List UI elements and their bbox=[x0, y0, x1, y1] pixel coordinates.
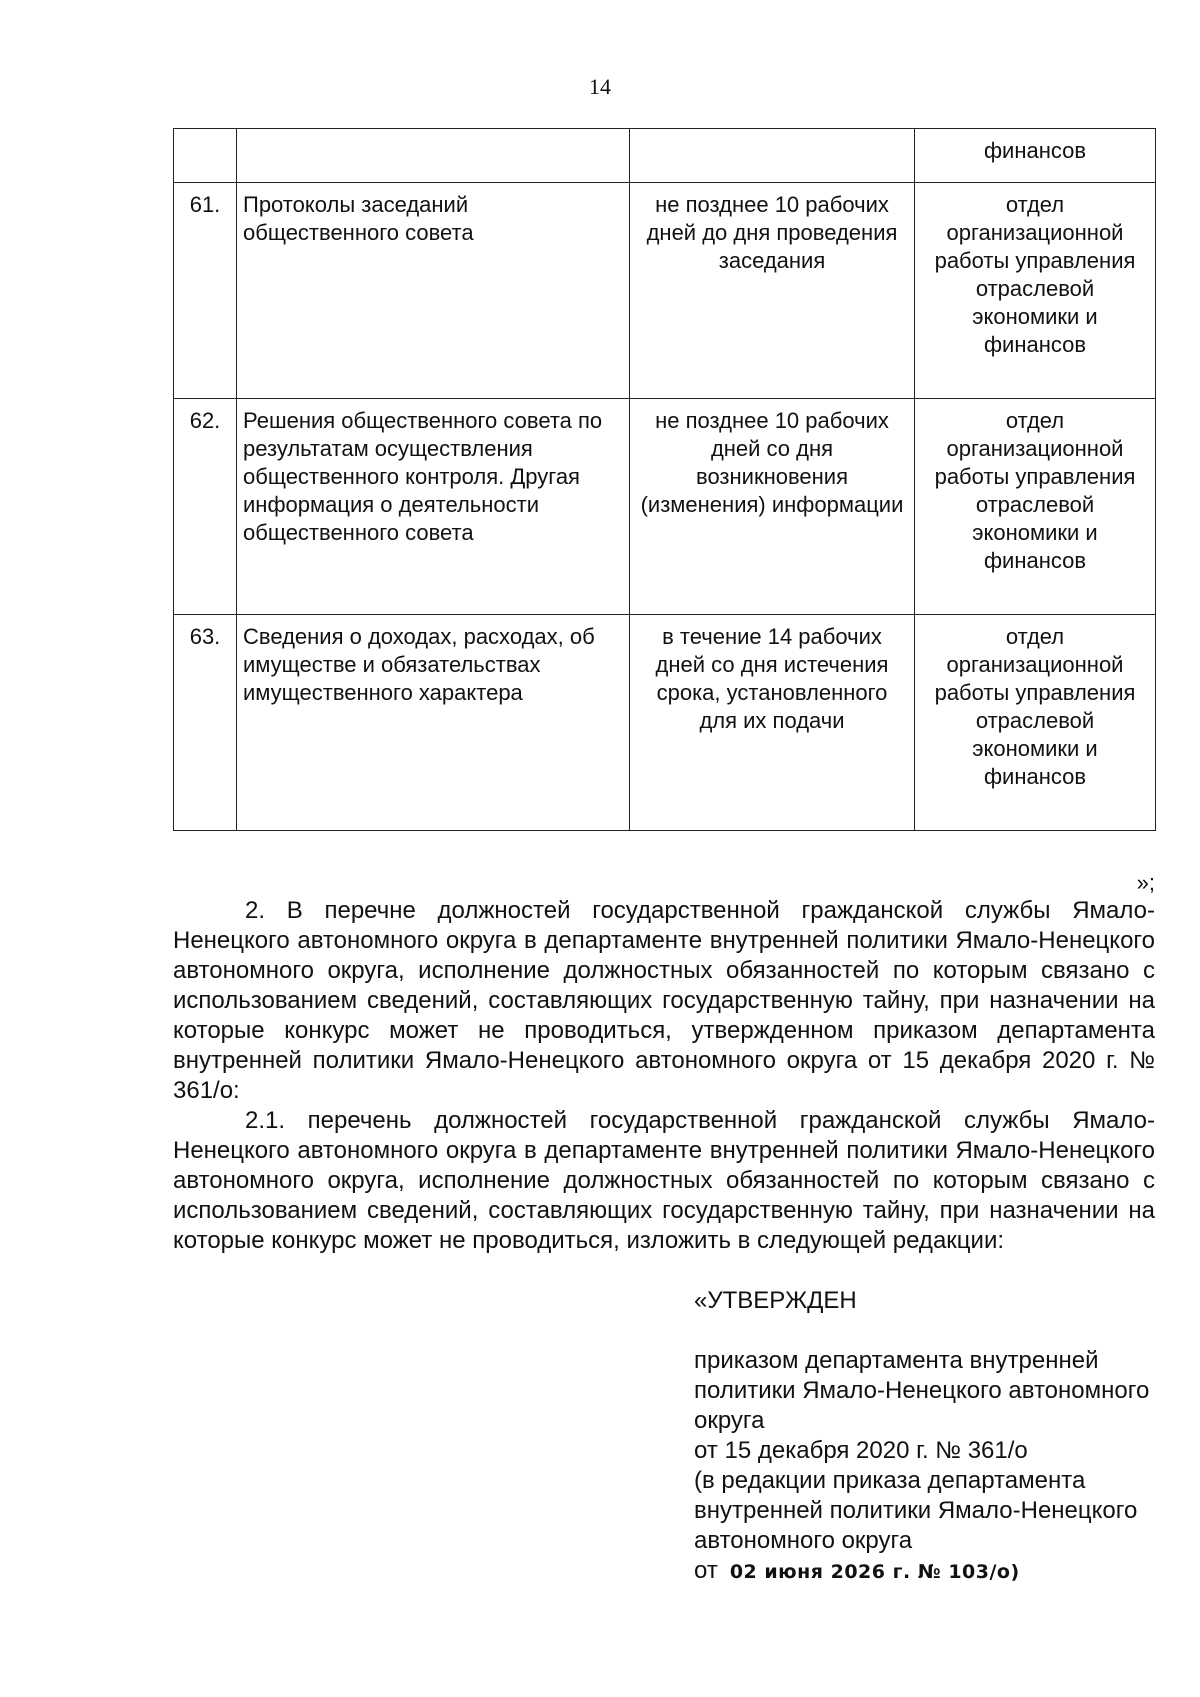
approval-block bbox=[694, 1346, 1164, 1587]
date-prefix: от bbox=[694, 1557, 718, 1584]
cell-term: не позднее 10 рабочих дней до дня проведения заседания bbox=[630, 183, 915, 399]
approval-revision-date bbox=[694, 1556, 1164, 1587]
cell-number bbox=[174, 129, 237, 183]
date-stamp: 02 июня 2026 г. № 103/о) bbox=[729, 1561, 1020, 1583]
table-row bbox=[174, 183, 1156, 399]
approval-heading: «УТВЕРЖДЕН bbox=[694, 1287, 857, 1314]
cell-document-name: Протоколы заседаний общественного совета bbox=[237, 183, 630, 399]
paragraph-2-1-text: 2.1. перечень должностей государственной гражданской службы Ямало-Ненецкого автономного округа в департаменте внутренней политики Ямало-Ненецкого автономного округа, исполнение должностных обязанностей по которым связано с использованием сведений, составляющих государственную тайну, при назначении на которые конкурс может не проводиться, изложить в следующей редакции: bbox=[173, 1107, 1155, 1254]
cell-number: 63. bbox=[174, 615, 237, 831]
paragraph-2-text: 2. В перечне должностей государственной гражданской службы Ямало-Ненецкого автономного округа в департаменте внутренней политики Ямало-Ненецкого автономного округа, исполнение должностных обязанностей по которым связано с использованием сведений, составляющих государственную тайну, при назначении на которые конкурс может не проводиться, утвержденном приказом департамента внутренней политики Ямало-Ненецкого автономного округа от 15 декабря 2020 г. № 361/о: bbox=[173, 897, 1155, 1104]
cell-responsible: финансов bbox=[915, 129, 1156, 183]
cell-document-name: Решения общественного совета по результатам осуществления общественного контроля. Другая информация о деятельности общественного совета bbox=[237, 399, 630, 615]
cell-term: в течение 14 рабочих дней со дня истечения срока, установленного для их подачи bbox=[630, 615, 915, 831]
paragraph-2-1 bbox=[173, 1106, 1155, 1256]
cell-responsible: отдел организационной работы управления отраслевой экономики и финансов bbox=[915, 399, 1156, 615]
closing-quote: »; bbox=[1136, 870, 1155, 895]
cell-document-name: Сведения о доходах, расходах, об имуществе и обязательствах имущественного характера bbox=[237, 615, 630, 831]
approval-line-order: приказом департамента внутренней политики Ямало-Ненецкого автономного округа bbox=[694, 1347, 1150, 1434]
cell-responsible: отдел организационной работы управления отраслевой экономики и финансов bbox=[915, 183, 1156, 399]
cell-number: 62. bbox=[174, 399, 237, 615]
cell-number: 61. bbox=[174, 183, 237, 399]
paragraph-2 bbox=[173, 896, 1155, 1106]
cell-responsible: отдел организационной работы управления отраслевой экономики и финансов bbox=[915, 615, 1156, 831]
cell-document-name bbox=[237, 129, 630, 183]
table-row bbox=[174, 129, 1156, 183]
page-number: 14 bbox=[589, 74, 611, 99]
cell-term: не позднее 10 рабочих дней со дня возникновения (изменения) информации bbox=[630, 399, 915, 615]
table-row bbox=[174, 615, 1156, 831]
approval-line-date: от 15 декабря 2020 г. № 361/о bbox=[694, 1437, 1028, 1464]
approval-line-revision: (в редакции приказа департамента внутренней политики Ямало-Ненецкого автономного округа bbox=[694, 1467, 1138, 1554]
document-table bbox=[173, 128, 1156, 831]
cell-term bbox=[630, 129, 915, 183]
table-row bbox=[174, 399, 1156, 615]
